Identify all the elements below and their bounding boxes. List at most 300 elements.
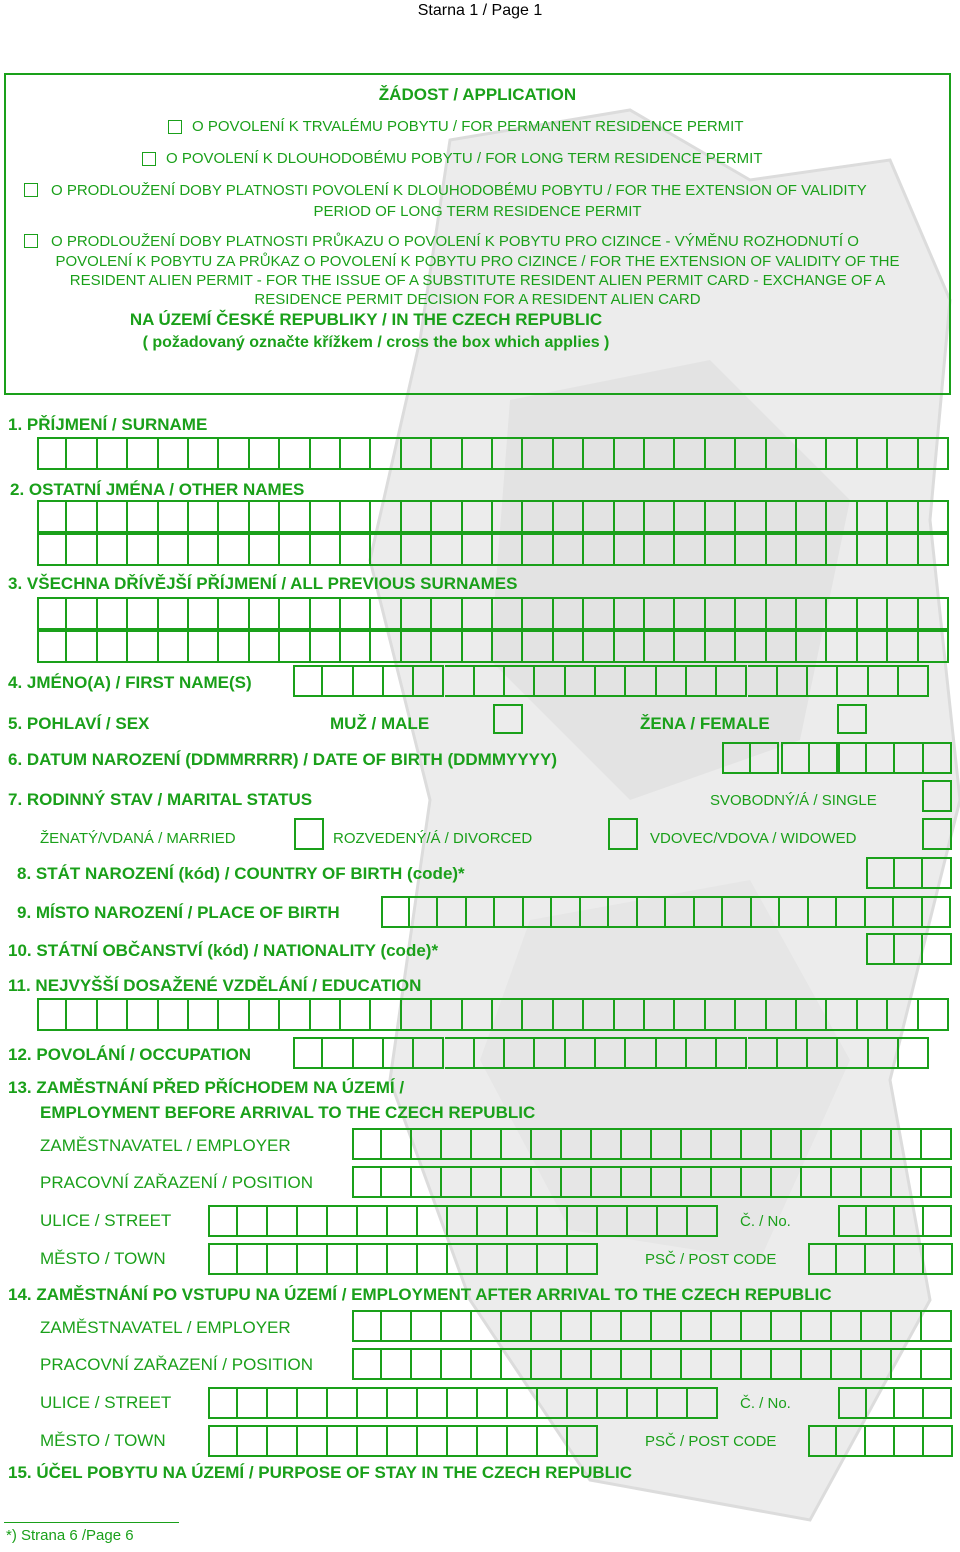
character-box[interactable] <box>827 500 857 533</box>
character-box[interactable] <box>895 857 924 889</box>
character-box[interactable] <box>682 1166 712 1198</box>
character-box[interactable] <box>371 533 401 566</box>
character-box[interactable] <box>862 1310 892 1342</box>
character-box[interactable] <box>867 742 896 774</box>
character-box[interactable] <box>328 1425 358 1457</box>
character-box[interactable] <box>250 437 280 470</box>
character-box[interactable] <box>895 1387 924 1419</box>
character-box[interactable] <box>219 998 249 1031</box>
character-box[interactable] <box>502 1128 532 1160</box>
character-box[interactable] <box>924 1243 953 1275</box>
character-box[interactable] <box>645 437 675 470</box>
character-box[interactable] <box>412 1166 442 1198</box>
character-box[interactable] <box>867 1387 896 1419</box>
character-box[interactable] <box>568 1425 598 1457</box>
character-box[interactable] <box>432 533 462 566</box>
character-box[interactable] <box>717 665 747 697</box>
character-box[interactable] <box>311 998 341 1031</box>
character-box[interactable] <box>508 1387 538 1419</box>
character-box[interactable] <box>128 998 158 1031</box>
character-box[interactable] <box>752 896 781 928</box>
character-box[interactable] <box>736 597 766 630</box>
character-box[interactable] <box>832 1166 862 1198</box>
character-box[interactable] <box>159 437 189 470</box>
character-box[interactable] <box>538 1205 568 1237</box>
character-box[interactable] <box>645 533 675 566</box>
character-box[interactable] <box>895 1243 924 1275</box>
character-box[interactable] <box>189 533 219 566</box>
character-box[interactable] <box>67 500 97 533</box>
character-box[interactable] <box>442 1348 472 1380</box>
character-box[interactable] <box>888 500 918 533</box>
character-box[interactable] <box>268 1425 298 1457</box>
character-box[interactable] <box>888 597 918 630</box>
character-box[interactable] <box>838 1387 867 1419</box>
character-box[interactable] <box>615 533 645 566</box>
character-box[interactable] <box>827 630 857 663</box>
character-box[interactable] <box>809 896 838 928</box>
character-box[interactable] <box>414 1037 444 1069</box>
character-box[interactable] <box>706 597 736 630</box>
character-box[interactable] <box>866 1243 895 1275</box>
character-box[interactable] <box>341 500 371 533</box>
checkbox-married[interactable] <box>294 818 324 850</box>
character-box[interactable] <box>742 1166 772 1198</box>
character-box[interactable] <box>919 597 949 630</box>
character-box[interactable] <box>495 896 524 928</box>
character-box[interactable] <box>568 1243 598 1275</box>
character-box[interactable] <box>358 1205 388 1237</box>
character-box[interactable] <box>658 1205 688 1237</box>
character-box[interactable] <box>412 1310 442 1342</box>
character-box[interactable] <box>371 500 401 533</box>
character-box[interactable] <box>463 533 493 566</box>
character-box[interactable] <box>352 1348 382 1380</box>
character-box[interactable] <box>298 1205 328 1237</box>
character-box[interactable] <box>736 500 766 533</box>
character-box[interactable] <box>892 1348 922 1380</box>
character-box[interactable] <box>384 665 414 697</box>
character-box[interactable] <box>568 1387 598 1419</box>
character-box[interactable] <box>298 1243 328 1275</box>
character-box[interactable] <box>493 500 523 533</box>
character-box[interactable] <box>688 1387 718 1419</box>
character-box[interactable] <box>505 665 535 697</box>
character-box[interactable] <box>645 500 675 533</box>
character-box[interactable] <box>742 1128 772 1160</box>
character-box[interactable] <box>742 1310 772 1342</box>
character-box[interactable] <box>736 437 766 470</box>
character-box[interactable] <box>895 1205 924 1237</box>
character-box[interactable] <box>827 437 857 470</box>
character-box[interactable] <box>532 1310 562 1342</box>
character-box[interactable] <box>919 630 949 663</box>
character-box[interactable] <box>592 1348 622 1380</box>
character-box[interactable] <box>657 665 687 697</box>
character-box[interactable] <box>478 1387 508 1419</box>
character-box[interactable] <box>280 630 310 663</box>
character-box[interactable] <box>98 533 128 566</box>
character-box[interactable] <box>866 896 895 928</box>
character-box[interactable] <box>888 630 918 663</box>
character-box[interactable] <box>442 1128 472 1160</box>
character-box[interactable] <box>767 998 797 1031</box>
character-box[interactable] <box>442 1166 472 1198</box>
character-box[interactable] <box>596 1037 626 1069</box>
character-box[interactable] <box>767 500 797 533</box>
character-box[interactable] <box>382 1128 412 1160</box>
character-box[interactable] <box>159 597 189 630</box>
character-box[interactable] <box>810 742 839 774</box>
checkbox-single[interactable] <box>922 780 952 812</box>
character-box[interactable] <box>767 437 797 470</box>
character-box[interactable] <box>717 1037 747 1069</box>
character-box[interactable] <box>922 1128 952 1160</box>
character-box[interactable] <box>535 665 565 697</box>
character-box[interactable] <box>238 1205 268 1237</box>
character-box[interactable] <box>838 1205 867 1237</box>
character-box[interactable] <box>352 1310 382 1342</box>
checkbox-extension-card[interactable] <box>24 234 38 248</box>
character-box[interactable] <box>298 1425 328 1457</box>
character-box[interactable] <box>858 998 888 1031</box>
character-box[interactable] <box>772 1348 802 1380</box>
character-box[interactable] <box>808 1243 837 1275</box>
character-box[interactable] <box>502 1348 532 1380</box>
character-box[interactable] <box>535 1037 565 1069</box>
character-box[interactable] <box>371 437 401 470</box>
character-box[interactable] <box>888 437 918 470</box>
character-box[interactable] <box>219 597 249 630</box>
character-box[interactable] <box>808 1037 838 1069</box>
character-box[interactable] <box>280 998 310 1031</box>
character-box[interactable] <box>250 630 280 663</box>
character-box[interactable] <box>523 597 553 630</box>
character-box[interactable] <box>381 896 410 928</box>
character-box[interactable] <box>652 1310 682 1342</box>
character-box[interactable] <box>838 1037 868 1069</box>
character-box[interactable] <box>562 1128 592 1160</box>
character-box[interactable] <box>341 533 371 566</box>
character-box[interactable] <box>532 1348 562 1380</box>
character-box[interactable] <box>837 896 866 928</box>
character-box[interactable] <box>478 1425 508 1457</box>
character-box[interactable] <box>402 500 432 533</box>
character-box[interactable] <box>628 1387 658 1419</box>
character-box[interactable] <box>37 500 67 533</box>
character-box[interactable] <box>493 437 523 470</box>
character-box[interactable] <box>388 1425 418 1457</box>
character-box[interactable] <box>402 998 432 1031</box>
character-box[interactable] <box>858 630 888 663</box>
character-box[interactable] <box>638 896 667 928</box>
character-box[interactable] <box>382 1310 412 1342</box>
character-box[interactable] <box>128 630 158 663</box>
character-box[interactable] <box>388 1387 418 1419</box>
character-box[interactable] <box>448 1387 478 1419</box>
character-box[interactable] <box>98 437 128 470</box>
character-box[interactable] <box>523 533 553 566</box>
character-box[interactable] <box>37 437 67 470</box>
character-box[interactable] <box>554 998 584 1031</box>
character-box[interactable] <box>832 1310 862 1342</box>
character-box[interactable] <box>797 533 827 566</box>
character-box[interactable] <box>352 1166 382 1198</box>
character-box[interactable] <box>493 998 523 1031</box>
character-box[interactable] <box>706 630 736 663</box>
character-box[interactable] <box>808 1425 837 1457</box>
character-box[interactable] <box>412 1128 442 1160</box>
character-box[interactable] <box>523 500 553 533</box>
character-box[interactable] <box>645 998 675 1031</box>
character-box[interactable] <box>922 1166 952 1198</box>
character-box[interactable] <box>866 933 895 965</box>
character-box[interactable] <box>748 665 778 697</box>
character-box[interactable] <box>159 630 189 663</box>
character-box[interactable] <box>552 896 581 928</box>
character-box[interactable] <box>682 1310 712 1342</box>
character-box[interactable] <box>502 1166 532 1198</box>
character-box[interactable] <box>418 1387 448 1419</box>
character-box[interactable] <box>448 1243 478 1275</box>
character-box[interactable] <box>532 1166 562 1198</box>
checkbox-divorced[interactable] <box>608 818 638 850</box>
character-box[interactable] <box>695 896 724 928</box>
character-box[interactable] <box>432 597 462 630</box>
character-box[interactable] <box>67 630 97 663</box>
character-box[interactable] <box>780 896 809 928</box>
character-box[interactable] <box>858 533 888 566</box>
character-box[interactable] <box>442 1310 472 1342</box>
character-box[interactable] <box>645 597 675 630</box>
character-box[interactable] <box>862 1128 892 1160</box>
character-box[interactable] <box>802 1166 832 1198</box>
character-box[interactable] <box>892 1128 922 1160</box>
character-box[interactable] <box>67 533 97 566</box>
character-box[interactable] <box>268 1387 298 1419</box>
character-box[interactable] <box>523 437 553 470</box>
character-box[interactable] <box>128 533 158 566</box>
character-box[interactable] <box>584 437 614 470</box>
character-box[interactable] <box>159 500 189 533</box>
character-box[interactable] <box>67 597 97 630</box>
character-box[interactable] <box>712 1166 742 1198</box>
character-box[interactable] <box>463 437 493 470</box>
character-box[interactable] <box>802 1128 832 1160</box>
character-box[interactable] <box>592 1128 622 1160</box>
character-box[interactable] <box>128 597 158 630</box>
character-box[interactable] <box>472 1310 502 1342</box>
character-box[interactable] <box>736 630 766 663</box>
character-box[interactable] <box>622 1166 652 1198</box>
character-box[interactable] <box>923 896 952 928</box>
character-box[interactable] <box>384 1037 414 1069</box>
character-box[interactable] <box>622 1128 652 1160</box>
character-box[interactable] <box>797 998 827 1031</box>
character-box[interactable] <box>475 1037 505 1069</box>
character-box[interactable] <box>358 1387 388 1419</box>
character-box[interactable] <box>751 742 780 774</box>
character-box[interactable] <box>858 597 888 630</box>
character-box[interactable] <box>493 597 523 630</box>
character-box[interactable] <box>837 1243 866 1275</box>
character-box[interactable] <box>323 1037 353 1069</box>
character-box[interactable] <box>432 998 462 1031</box>
character-box[interactable] <box>463 998 493 1031</box>
character-box[interactable] <box>924 1205 953 1237</box>
character-box[interactable] <box>280 437 310 470</box>
character-box[interactable] <box>767 630 797 663</box>
character-box[interactable] <box>706 500 736 533</box>
character-box[interactable] <box>418 1205 448 1237</box>
character-box[interactable] <box>858 500 888 533</box>
character-box[interactable] <box>622 1310 652 1342</box>
character-box[interactable] <box>922 1310 952 1342</box>
character-box[interactable] <box>562 1310 592 1342</box>
character-box[interactable] <box>554 500 584 533</box>
character-box[interactable] <box>919 437 949 470</box>
character-box[interactable] <box>888 533 918 566</box>
character-box[interactable] <box>523 630 553 663</box>
character-box[interactable] <box>208 1387 238 1419</box>
character-box[interactable] <box>508 1243 538 1275</box>
character-box[interactable] <box>371 998 401 1031</box>
character-box[interactable] <box>584 998 614 1031</box>
character-box[interactable] <box>581 896 610 928</box>
character-box[interactable] <box>412 1348 442 1380</box>
character-box[interactable] <box>772 1310 802 1342</box>
character-box[interactable] <box>808 665 838 697</box>
character-box[interactable] <box>584 533 614 566</box>
character-box[interactable] <box>772 1128 802 1160</box>
character-box[interactable] <box>736 533 766 566</box>
character-box[interactable] <box>358 1243 388 1275</box>
character-box[interactable] <box>923 933 952 965</box>
character-box[interactable] <box>352 1128 382 1160</box>
character-box[interactable] <box>838 742 867 774</box>
character-box[interactable] <box>827 998 857 1031</box>
character-box[interactable] <box>778 1037 808 1069</box>
character-box[interactable] <box>293 1037 323 1069</box>
character-box[interactable] <box>341 437 371 470</box>
character-box[interactable] <box>797 630 827 663</box>
character-box[interactable] <box>869 665 899 697</box>
character-box[interactable] <box>892 1310 922 1342</box>
checkbox-widowed[interactable] <box>922 818 952 850</box>
character-box[interactable] <box>767 533 797 566</box>
character-box[interactable] <box>554 597 584 630</box>
character-box[interactable] <box>382 1166 412 1198</box>
character-box[interactable] <box>888 998 918 1031</box>
character-box[interactable] <box>748 1037 778 1069</box>
character-box[interactable] <box>923 857 952 889</box>
character-box[interactable] <box>742 1348 772 1380</box>
character-box[interactable] <box>562 1348 592 1380</box>
character-box[interactable] <box>554 533 584 566</box>
character-box[interactable] <box>584 500 614 533</box>
character-box[interactable] <box>592 1310 622 1342</box>
character-box[interactable] <box>98 630 128 663</box>
character-box[interactable] <box>414 665 444 697</box>
character-box[interactable] <box>866 1425 895 1457</box>
character-box[interactable] <box>687 1037 717 1069</box>
character-box[interactable] <box>311 437 341 470</box>
character-box[interactable] <box>250 998 280 1031</box>
character-box[interactable] <box>562 1166 592 1198</box>
character-box[interactable] <box>219 437 249 470</box>
character-box[interactable] <box>37 630 67 663</box>
character-box[interactable] <box>382 1348 412 1380</box>
character-box[interactable] <box>568 1205 598 1237</box>
checkbox-long-term[interactable] <box>142 152 156 166</box>
character-box[interactable] <box>280 597 310 630</box>
character-box[interactable] <box>892 1166 922 1198</box>
character-box[interactable] <box>802 1310 832 1342</box>
character-box[interactable] <box>538 1387 568 1419</box>
character-box[interactable] <box>687 665 717 697</box>
character-box[interactable] <box>919 500 949 533</box>
character-box[interactable] <box>832 1128 862 1160</box>
character-box[interactable] <box>598 1387 628 1419</box>
character-box[interactable] <box>293 665 323 697</box>
character-box[interactable] <box>524 896 553 928</box>
character-box[interactable] <box>189 597 219 630</box>
character-box[interactable] <box>402 437 432 470</box>
character-box[interactable] <box>250 500 280 533</box>
character-box[interactable] <box>189 500 219 533</box>
character-box[interactable] <box>895 742 924 774</box>
character-box[interactable] <box>432 630 462 663</box>
character-box[interactable] <box>832 1348 862 1380</box>
character-box[interactable] <box>67 998 97 1031</box>
character-box[interactable] <box>706 533 736 566</box>
character-box[interactable] <box>675 437 705 470</box>
character-box[interactable] <box>723 896 752 928</box>
character-box[interactable] <box>722 742 751 774</box>
character-box[interactable] <box>128 500 158 533</box>
character-box[interactable] <box>493 630 523 663</box>
character-box[interactable] <box>478 1205 508 1237</box>
character-box[interactable] <box>584 597 614 630</box>
character-box[interactable] <box>311 533 341 566</box>
character-box[interactable] <box>894 896 923 928</box>
character-box[interactable] <box>675 500 705 533</box>
character-box[interactable] <box>652 1128 682 1160</box>
character-box[interactable] <box>448 1205 478 1237</box>
character-box[interactable] <box>410 896 439 928</box>
character-box[interactable] <box>341 998 371 1031</box>
character-box[interactable] <box>341 597 371 630</box>
character-box[interactable] <box>682 1128 712 1160</box>
character-box[interactable] <box>657 1037 687 1069</box>
character-box[interactable] <box>706 437 736 470</box>
character-box[interactable] <box>354 665 384 697</box>
character-box[interactable] <box>797 597 827 630</box>
character-box[interactable] <box>645 630 675 663</box>
character-box[interactable] <box>98 500 128 533</box>
character-box[interactable] <box>869 1037 899 1069</box>
character-box[interactable] <box>797 437 827 470</box>
character-box[interactable] <box>895 933 924 965</box>
character-box[interactable] <box>238 1387 268 1419</box>
character-box[interactable] <box>189 630 219 663</box>
character-box[interactable] <box>268 1243 298 1275</box>
character-box[interactable] <box>615 597 645 630</box>
character-box[interactable] <box>323 665 353 697</box>
character-box[interactable] <box>354 1037 384 1069</box>
character-box[interactable] <box>712 1310 742 1342</box>
character-box[interactable] <box>371 597 401 630</box>
